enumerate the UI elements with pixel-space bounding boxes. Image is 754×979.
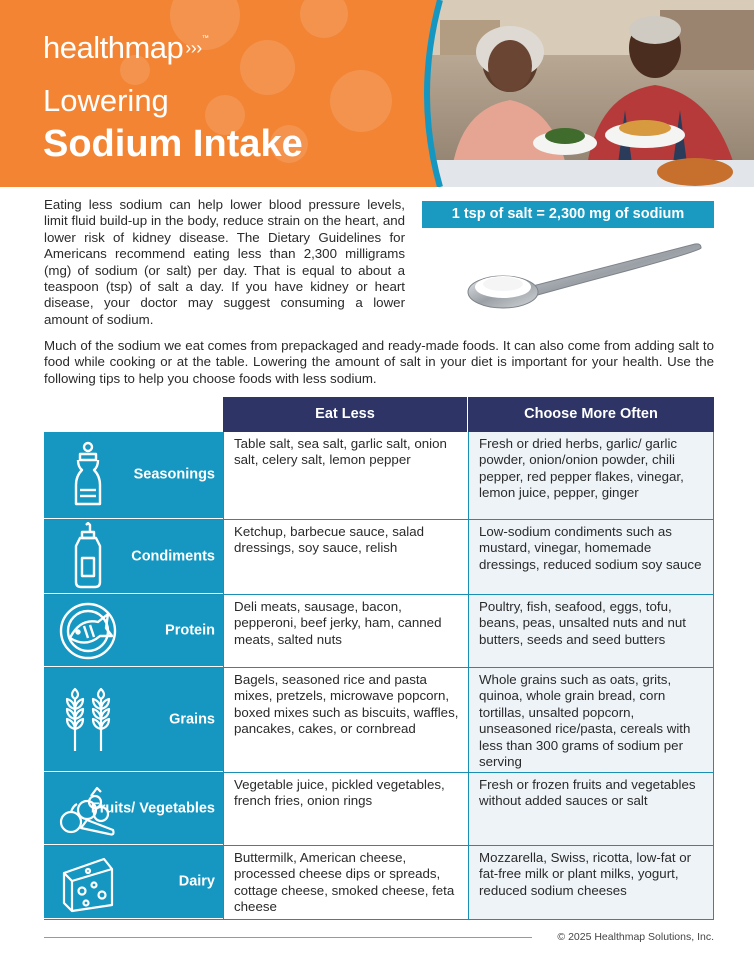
choose-more-cell: Whole grains such as oats, grits, quinoa, whole grain bread, corn tortillas, unsalted popcorn, unseasoned rice/pasta, cereals with less than 300 grams of sodium per serving <box>468 668 714 772</box>
table-row <box>44 846 714 920</box>
footer-divider <box>44 937 532 938</box>
copyright-footer: © 2025 Healthmap Solutions, Inc. <box>557 931 714 943</box>
condiment-bottle-icon <box>58 522 118 592</box>
salt-shaker-icon <box>58 440 118 510</box>
sources-paragraph: Much of the sodium we eat comes from prepackaged and ready-made foods. It can also come from adding salt to food while cooking or at the table. Lowering the amount of salt in your diet is important for your health. Use the following tips to help you choose foods with less sodium. <box>44 338 714 386</box>
category-cell <box>44 432 223 519</box>
wheat-icon <box>58 685 118 755</box>
choose-more-cell: Fresh or frozen fruits and vegetables without added sauces or salt <box>468 773 714 845</box>
category-label: Fruits/ Vegetables <box>90 800 215 816</box>
eat-less-header: Eat Less <box>223 397 468 432</box>
category-cell <box>44 773 223 845</box>
eat-less-cell: Vegetable juice, pickled vegetables, french fries, onion rings <box>223 773 468 845</box>
header <box>0 0 754 187</box>
category-cell <box>44 846 223 919</box>
category-label: Protein <box>165 622 215 638</box>
table-row <box>44 773 714 846</box>
table-row <box>44 432 714 520</box>
choose-more-cell: Fresh or dried herbs, garlic/ garlic powder, onion/onion powder, chili pepper, red pepper flakes, vinegar, lemon juice, pepper, ginger <box>468 432 714 519</box>
teaspoon-of-salt-icon <box>465 240 705 312</box>
title-banner <box>0 0 440 187</box>
page-title: Sodium Intake <box>43 123 303 165</box>
salt-equivalence-badge: 1 tsp of salt = 2,300 mg of sodium <box>422 201 714 228</box>
choose-more-cell: Poultry, fish, seafood, eggs, tofu, beans, peas, unsalted nuts and nut butters, seeds and seed butters <box>468 595 714 667</box>
category-label: Dairy <box>178 873 215 890</box>
eat-less-cell: Buttermilk, American cheese, processed cheese dips or spreads, cottage cheese, smoked cheese, feta cheese <box>223 846 468 919</box>
category-label: Grains <box>169 711 215 727</box>
banner-curve <box>410 0 470 187</box>
table-row <box>44 595 714 668</box>
eat-less-cell: Table salt, sea salt, garlic salt, onion salt, celery salt, lemon pepper <box>223 432 468 519</box>
sodium-tips-table <box>44 397 714 920</box>
eat-less-cell: Deli meats, sausage, bacon, pepperoni, beef jerky, ham, canned meats, salted nuts <box>223 595 468 667</box>
choose-more-header: Choose More Often <box>468 397 714 432</box>
eat-less-cell: Ketchup, barbecue sauce, salad dressings, soy sauce, relish <box>223 520 468 594</box>
table-row <box>44 520 714 595</box>
category-cell <box>44 595 223 667</box>
cheese-icon <box>58 847 118 917</box>
table-row <box>44 668 714 773</box>
page-title-line1: Lowering <box>43 83 169 118</box>
intro-paragraph: Eating less sodium can help lower blood pressure levels, limit fluid build-up in the body, reduce strain on the heart, and lower risk of kidney disease. The Dietary Guidelines for Americans recommend eating less than 2,300 milligrams (mg) of sodium (or salt) per day. That is equal to about a teaspoon (tsp) of salt a day. If you have kidney or heart disease, your doctor may suggest consuming a lower amount of sodium. <box>44 197 405 327</box>
category-label: Condiments <box>131 548 215 564</box>
category-cell <box>44 520 223 594</box>
fish-plate-icon <box>58 596 118 666</box>
choose-more-cell: Low-sodium condiments such as mustard, vinegar, homemade dressings, reduced sodium soy sauce <box>468 520 714 594</box>
choose-more-cell: Mozzarella, Swiss, ricotta, low-fat or fat-free milk or plant milks, yogurt, reduced sodium cheeses <box>468 846 714 919</box>
category-cell <box>44 668 223 772</box>
healthmap-logo: healthmap ›››™ <box>43 30 209 65</box>
table-header <box>44 397 714 432</box>
category-label: Seasonings <box>133 466 215 483</box>
eat-less-cell: Bagels, seasoned rice and pasta mixes, pretzels, microwave popcorn, boxed mixes such as biscuits, waffles, pancakes, cakes, or cornbread <box>223 668 468 772</box>
